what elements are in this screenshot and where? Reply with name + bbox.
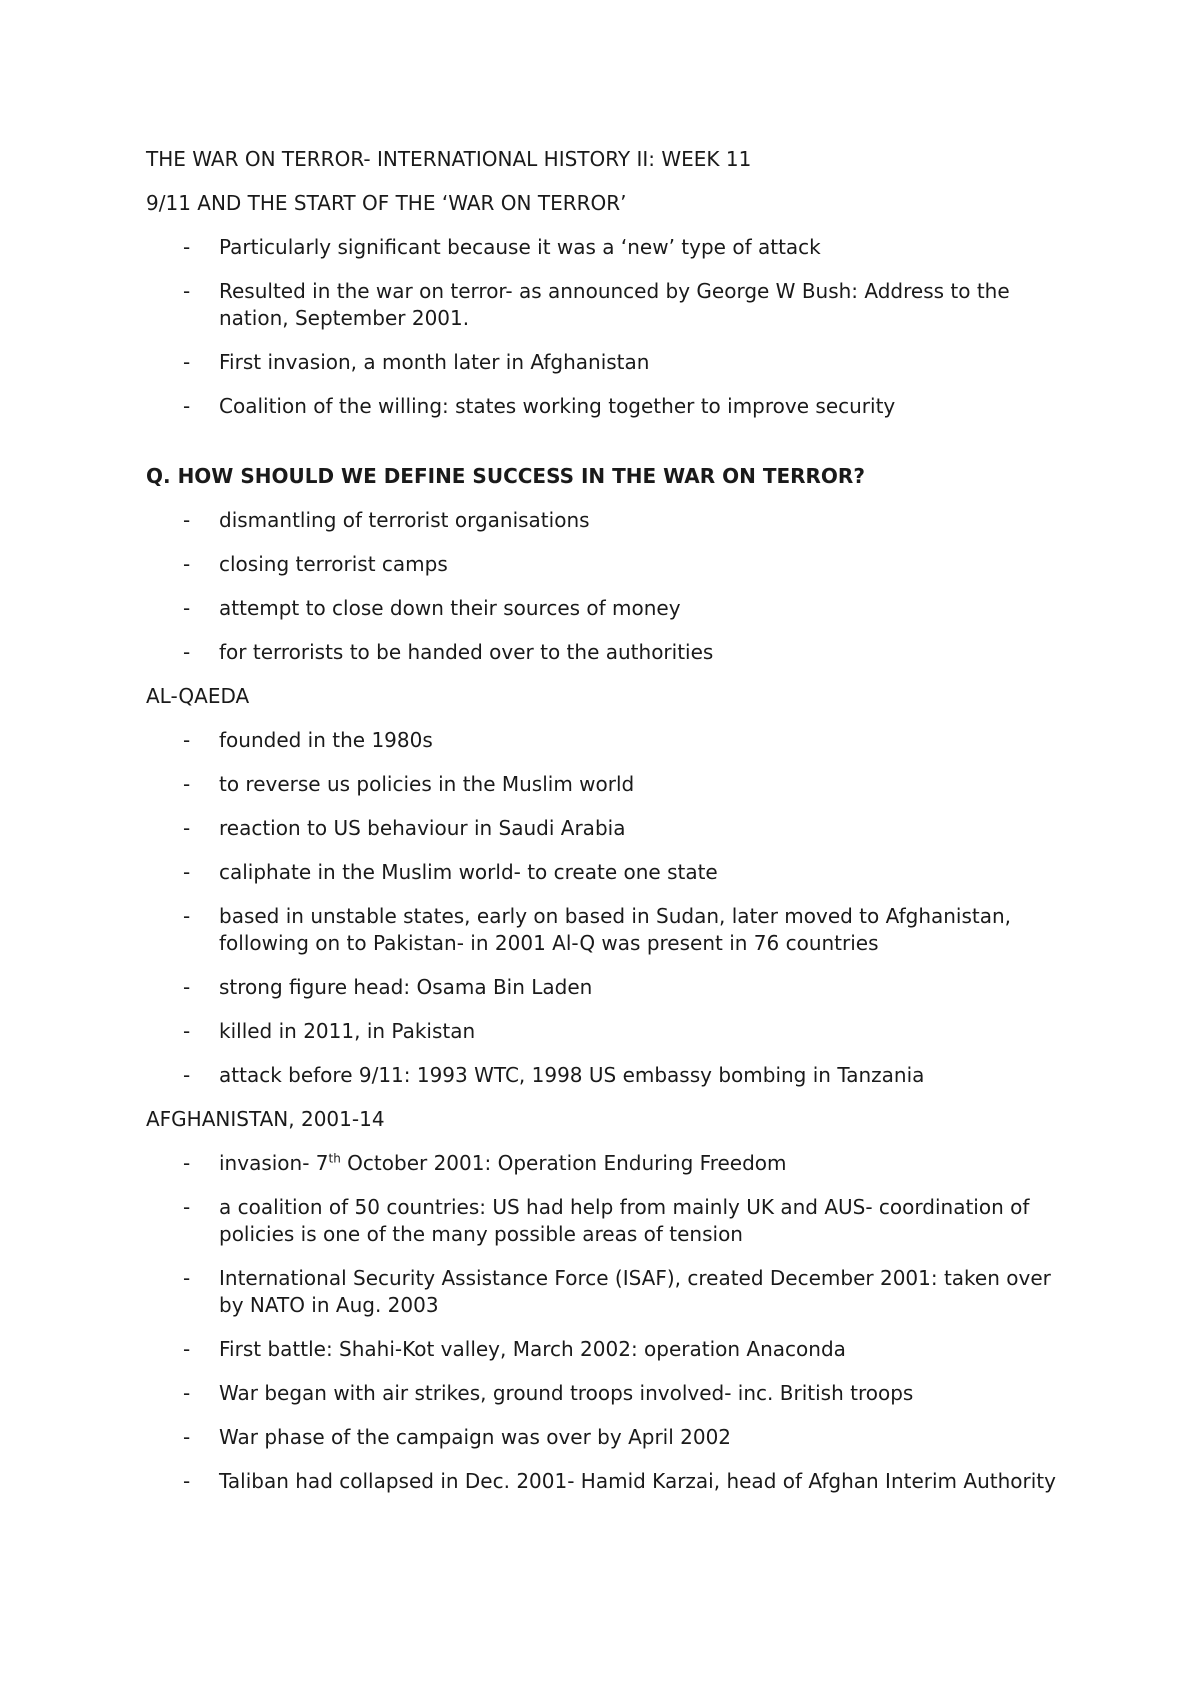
bullet-dash: - — [183, 1381, 191, 1405]
list-item-text: for terrorists to be handed over to the authorities — [219, 640, 714, 664]
list-item-text: Taliban had collapsed in Dec. 2001- Hamid Karzai, head of Afghan Interim Authority — [219, 1469, 1056, 1493]
bullet-dash: - — [183, 772, 191, 796]
list-item-text: caliphate in the Muslim world- to create one state — [219, 860, 718, 884]
list-item — [146, 1424, 1076, 1451]
list-item — [146, 771, 1076, 798]
list-item — [146, 903, 1076, 957]
bullet-dash: - — [183, 235, 191, 259]
list-item — [146, 595, 1076, 622]
document-title: THE WAR ON TERROR- INTERNATIONAL HISTORY II: WEEK 11 — [146, 147, 752, 171]
list-item-text: Particularly significant because it was a ‘new’ type of attack — [219, 235, 821, 259]
ordinal-suffix: th — [328, 1151, 341, 1166]
list-item-text: First invasion, a month later in Afghanistan — [219, 350, 650, 374]
list-item-text-part: October 2001: Operation Enduring Freedom — [340, 1151, 787, 1175]
list-item-text: to reverse us policies in the Muslim world — [219, 772, 635, 796]
list-item-text: Coalition of the willing: states working together to improve security — [219, 394, 896, 418]
bullet-dash: - — [183, 1425, 191, 1449]
bullet-dash: - — [183, 508, 191, 532]
list-item — [146, 393, 1076, 420]
bullet-dash: - — [183, 860, 191, 884]
bullet-dash: - — [183, 279, 191, 303]
list-item-text: War began with air strikes, ground troops involved- inc. British troops — [219, 1381, 914, 1405]
list-item-text: killed in 2011, in Pakistan — [219, 1019, 476, 1043]
list-item — [146, 278, 1076, 332]
bullet-dash: - — [183, 552, 191, 576]
bullet-dash: - — [183, 1063, 191, 1087]
list-item-text: closing terrorist camps — [219, 552, 448, 576]
section-heading-al-qaeda: AL-QAEDA — [146, 684, 250, 708]
bullet-dash: - — [183, 1195, 191, 1219]
document-content — [146, 146, 1076, 1512]
list-item — [146, 551, 1076, 578]
list-item-text: War phase of the campaign was over by April 2002 — [219, 1425, 732, 1449]
list-item-text: First battle: Shahi-Kot valley, March 2002: operation Anaconda — [219, 1337, 846, 1361]
bullet-dash: - — [183, 1469, 191, 1493]
list-item-text: International Security Assistance Force (ISAF), created December 2001: taken over by NATO in Aug. 2003 — [219, 1266, 1051, 1317]
list-item-text: dismantling of terrorist organisations — [219, 508, 590, 532]
list-item — [146, 1194, 1076, 1248]
list-item-text-part: invasion- 7 — [219, 1151, 329, 1175]
list-item-text: attack before 9/11: 1993 WTC, 1998 US embassy bombing in Tanzania — [219, 1063, 925, 1087]
list-item-text: attempt to close down their sources of money — [219, 596, 681, 620]
section-list-911 — [146, 234, 1076, 420]
list-item — [146, 1062, 1076, 1089]
section-list-al-qaeda — [146, 727, 1076, 1089]
list-item-text — [219, 1151, 787, 1175]
section-heading-911: 9/11 AND THE START OF THE ‘WAR ON TERROR’ — [146, 191, 627, 215]
bullet-dash: - — [183, 816, 191, 840]
list-item — [146, 1380, 1076, 1407]
bullet-dash: - — [183, 394, 191, 418]
section-list-afghanistan — [146, 1150, 1076, 1495]
list-item — [146, 1018, 1076, 1045]
section-list-success — [146, 507, 1076, 666]
bullet-dash: - — [183, 1019, 191, 1043]
list-item — [146, 507, 1076, 534]
bullet-dash: - — [183, 596, 191, 620]
list-item — [146, 1336, 1076, 1363]
list-item-text: founded in the 1980s — [219, 728, 433, 752]
list-item-text: reaction to US behaviour in Saudi Arabia — [219, 816, 626, 840]
bullet-dash: - — [183, 1337, 191, 1361]
list-item — [146, 974, 1076, 1001]
list-item — [146, 859, 1076, 886]
section-heading-success: Q. HOW SHOULD WE DEFINE SUCCESS IN THE WAR ON TERROR? — [146, 464, 865, 488]
bullet-dash: - — [183, 1266, 191, 1290]
list-item — [146, 1150, 1076, 1177]
list-item-text: based in unstable states, early on based in Sudan, later moved to Afghanistan, following on to Pakistan- in 2001 Al-Q was present in 76 countries — [219, 904, 1012, 955]
list-item — [146, 639, 1076, 666]
bullet-dash: - — [183, 728, 191, 752]
bullet-dash: - — [183, 350, 191, 374]
bullet-dash: - — [183, 1151, 191, 1175]
bullet-dash: - — [183, 904, 191, 928]
list-item — [146, 234, 1076, 261]
list-item — [146, 349, 1076, 376]
list-item — [146, 815, 1076, 842]
list-item — [146, 727, 1076, 754]
list-item-text: strong figure head: Osama Bin Laden — [219, 975, 593, 999]
list-item — [146, 1468, 1076, 1495]
list-item — [146, 1265, 1076, 1319]
list-item-text: a coalition of 50 countries: US had help from mainly UK and AUS- coordination of policies is one of the many possible areas of tension — [219, 1195, 1030, 1246]
bullet-dash: - — [183, 640, 191, 664]
bullet-dash: - — [183, 975, 191, 999]
list-item-text: Resulted in the war on terror- as announced by George W Bush: Address to the nation, September 2001. — [219, 279, 1010, 330]
section-heading-afghanistan: AFGHANISTAN, 2001-14 — [146, 1107, 385, 1131]
